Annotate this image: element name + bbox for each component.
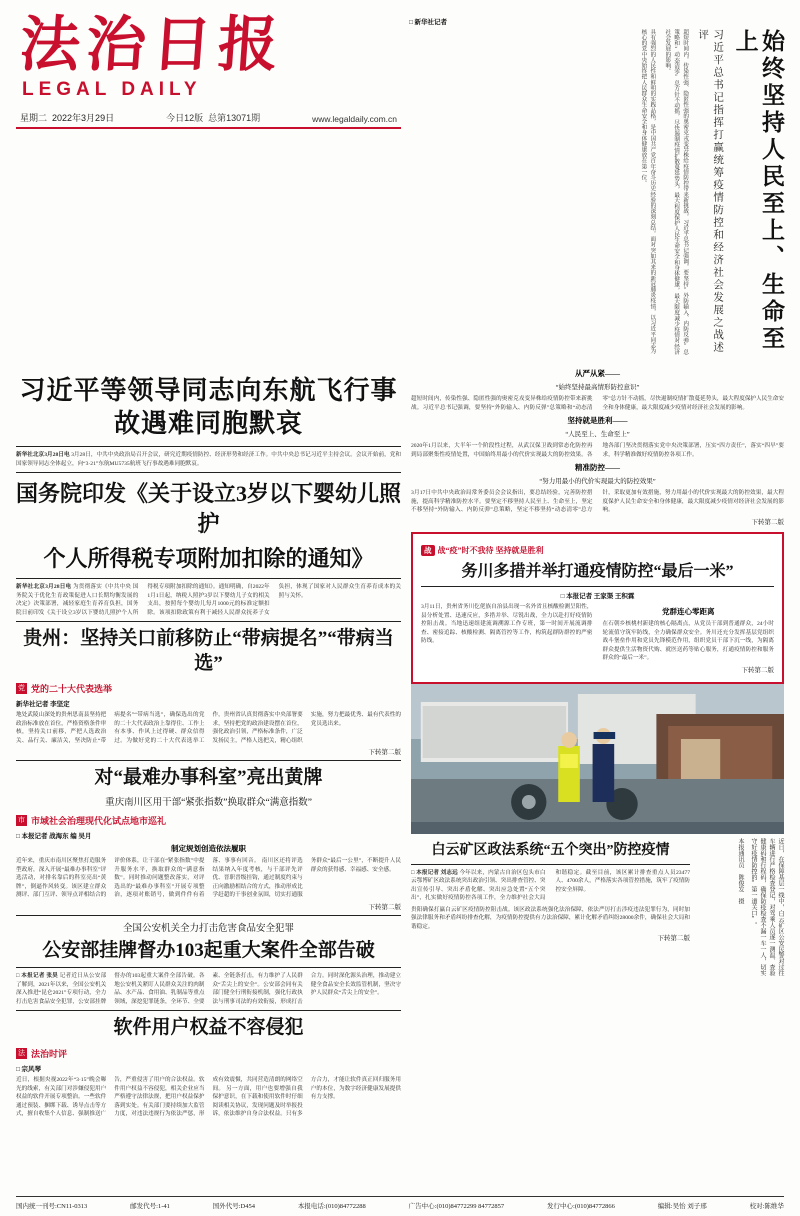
article3-headline[interactable]: 贵州：坚持关口前移防止“带病提名”“带病当选” bbox=[23, 628, 394, 674]
footer-ads-phone: 广告中心:(010)84772299 84772857 bbox=[408, 1203, 505, 1210]
divider bbox=[16, 1010, 401, 1011]
article5-byline: □ 本报记者 张昊 bbox=[16, 973, 59, 980]
masthead-weekday: 星期二 bbox=[20, 113, 48, 123]
lead-headline[interactable]: 习近平等领导同志向东航飞行事故遇难同胞默哀 bbox=[19, 376, 398, 438]
article2-body-text: 为贯彻落实《中共中央 国务院关于优化生育政策促进人口长期均衡发展的决定》决策部署，减轻家庭生育养育负担，国务院日前印发《关于设立3岁以下婴幼儿照护个人所得税专项附加扣除的通知》。通知明确，自2022年1月1日起，纳税人照护3岁以下婴幼儿子女的相关支出，按照每个婴幼儿每月1000元的标准定额扣除。该项扣除政策有利于减轻人民群众抚养子女负担，体现了国家对人民群众生育养育成本的关照与关怀。 bbox=[16, 584, 401, 616]
right-column bbox=[411, 365, 784, 1119]
photo-story-byline: □ 本报记者 刘志远 bbox=[411, 869, 458, 876]
lead-body-text: 3月28日，中共中央政治局召开会议，研究近期疫情防控、经济形势和经济工作。中共中央总书记习近平主持会议。会议开始前，党和国家领导同志全体起立，向“3·21”东航MU5735航班飞行事故遇难同胞默哀。 bbox=[16, 452, 401, 467]
commentary-sec3-title: 精准防控—— bbox=[575, 463, 620, 472]
masthead-date-value: 2022年3月29日 bbox=[52, 113, 115, 123]
article2-body bbox=[16, 583, 401, 617]
footer-proofreader: 校对:陈维华 bbox=[749, 1203, 784, 1210]
article3-body: 地处武陵山深处的贵州思南县坚持把政治标准放在首位，严格资格条件审核，坚持关口前移，严把人选政治关、品行关、廉洁关，坚决防止“带病提名”“带病当选”，确保选出的党的二十大代表政治上靠得住、工作上有本事、作风上过得硬、群众信得过。为做好党的二十大代表选举工作，贵州省认真贯彻落实中央部署要求，坚持把党的政治建设摆在首位，强化政治引领，严格标准条件，广泛发扬民主，严格人选把关，精心组织实施，努力把最优秀、最有代表性的党员选出来。 bbox=[16, 712, 401, 744]
divider bbox=[16, 915, 401, 916]
commentary-vertical-block bbox=[409, 29, 784, 359]
article6-flag-text: 法治时评 bbox=[31, 1049, 68, 1059]
boxed-body: 3月11日，贵州省务川仡佬族自治县出现一名外省且核酸检测呈阳性，县分析处置、迅速反应，多措并举、尽锐出战，全力以赴打好疫情防控阻击战。当地迅速组建流调溯源工作专班，第一时间开展流调排查、密接追踪、核酸检测、隔离管控等工作，构筑起群防群控的严密防线。 bbox=[421, 604, 593, 645]
commentary-kicker: □ 新华社记者 bbox=[409, 19, 448, 26]
article5-kicker: 全国公安机关全力打击危害食品安全犯罪 bbox=[122, 923, 294, 934]
article5-body bbox=[16, 972, 401, 1006]
article3-flag bbox=[16, 682, 401, 695]
article4-body-text-2: 南川区还将评选结果纳入年度考核，与干部评先评优、晋职晋级挂钩，通过制度约束与正向激励相结合的方式，推动形成比学赶超的干事创业氛围，切实打通服务群众“最后一公里”，不断提升人民群众的获得感、幸福感、安全感。 bbox=[212, 858, 401, 899]
divider bbox=[16, 578, 401, 579]
commentary-sec2-sub: “人民至上、生命至上” bbox=[565, 431, 630, 438]
article4-flag bbox=[16, 814, 401, 827]
paper-title-en: LEGAL DAILY bbox=[22, 79, 202, 100]
news-photo bbox=[411, 684, 784, 834]
article4-body bbox=[16, 857, 401, 900]
masthead-meta bbox=[16, 111, 401, 129]
footer-office-phone: 本报电话:(010)84772288 bbox=[297, 1203, 366, 1210]
flag-icon: 法 bbox=[18, 1049, 25, 1057]
commentary-sec3-sub: “努力用最小的代价实现最大的防控效果” bbox=[539, 478, 656, 485]
article5-body-text: 记者近日从公安部了解到，2021年以来，全国公安机关深入推进“昆仑2021”专项行动，全力打击危害食品安全犯罪，公安部挂牌督办的103起重大案件全部告破。各地公安机关紧盯人民群众关注的肉制品、水产品、食用油、乳制品等重点领域，深挖犯罪链条，全环节、全要素、全链条打击，有力维护了人民群众“舌尖上的安全”。公安部会同有关部门健全行刑衔接机制，强化行政执法与刑事司法的有效衔接，形成打击合力。同时深化源头治理，推动建立健全食品安全长效监管机制，坚决守护人民群众“舌尖上的安全”。 bbox=[16, 973, 401, 1005]
flag-icon: 党 bbox=[18, 684, 25, 693]
commentary-top bbox=[409, 14, 784, 359]
commentary-sec2-title: 坚持就是胜利—— bbox=[567, 416, 628, 425]
commentary-intro: 具有强烈的人民性和鲜明的实践品格，是中国共产党百年奋斗历史经验的深刻总结。面对突如其来的新冠肺炎疫情，以习近平同志为核心的党中央始终把人民群众生命安全和身体健康放在第一位。 bbox=[640, 29, 656, 354]
article6-body-text: 近日，根据央视2022年“3·15”晚会曝光的线索，有关部门对涉嫌侵犯用户权益的软件开展专项整治。一些软件通过预装、捆绑下载、诱导点击等方式，擅自收集个人信息、强制推送广告，严重侵害了用户的合法权益。软件用户权益不容侵犯，相关企业应当严格遵守法律法规，把用户权益保护落到实处。有关部门要持续加大监管力度，对违法违规行为依法严惩，形成有效震慑，共同营造清朗的网络空间。 bbox=[16, 1077, 303, 1117]
article2-headline-1[interactable]: 国务院印发《关于设立3岁以下婴幼儿照护 bbox=[16, 481, 402, 536]
article6-body-text-2: 另一方面，用户也要增强自我保护意识，在下载和使用软件时仔细阅读相关协议，发现问题及时举报投诉，依法维护自身合法权益。只有多方合力，才能让软件真正回归服务用户的本位，为数字经济健康发展提供有力支撑。 bbox=[212, 1077, 401, 1117]
article2-headline-2[interactable]: 个人所得税专项附加扣除的通知》 bbox=[43, 546, 374, 572]
page-footer bbox=[16, 1196, 784, 1210]
main-grid bbox=[16, 365, 784, 1119]
commentary-sec1-sub: “始终坚持最高情形防控意识” bbox=[555, 384, 640, 391]
boxed-byline: □ 本报记者 王家渠 王积霖 bbox=[560, 593, 635, 601]
article2-source: 新华社北京3月28日电 bbox=[16, 584, 72, 591]
divider bbox=[421, 586, 774, 587]
lead-body bbox=[16, 451, 401, 468]
article6-flag bbox=[16, 1047, 401, 1060]
photo-story-body-text: 今年以来，内蒙古自治区包头市白云鄂博矿区政法系统突出政治引领、突出排查管控、突出宣传引导、突出矛盾化解、突出应急处置“五个突出”，扎实做好疫情防控各项工作，全力维护社会大局和谐稳定。截至目前，该区累计排查重点人员23477人、4700余人，严格落实各项管控措施，筑牢了疫情防控安全屏障。 bbox=[411, 869, 690, 902]
masthead-website[interactable]: www.legaldaily.com.cn bbox=[312, 114, 397, 124]
article6-body bbox=[16, 1076, 401, 1119]
lead-source: 新华社北京3月28日电 bbox=[16, 452, 70, 458]
article5-headline[interactable]: 公安部挂牌督办103起重大案件全部告破 bbox=[42, 939, 375, 961]
masthead-date bbox=[20, 111, 114, 124]
divider bbox=[16, 760, 401, 761]
boxed-subhead: 党群连心零距离 bbox=[662, 607, 715, 617]
divider bbox=[16, 446, 401, 447]
photo-story-jump[interactable]: 下转第二版 bbox=[657, 935, 690, 943]
boxed-headline[interactable]: 务川多措并举打通疫情防控“最后一米” bbox=[461, 562, 734, 580]
boxed-jump[interactable]: 下转第二版 bbox=[741, 666, 774, 674]
commentary-subtitle: 习近平总书记指挥打赢统筹疫情防控和经济社会发展之战述评 bbox=[697, 29, 724, 354]
flag-icon: 市 bbox=[18, 816, 25, 825]
boxed-tag-text: 战“疫”时不我待 坚持就是胜利 bbox=[437, 545, 544, 555]
masthead-left bbox=[16, 14, 401, 359]
masthead-issue bbox=[166, 111, 260, 124]
masthead-issue-no: 总第13071期 bbox=[208, 113, 261, 123]
article4-headline[interactable]: 对“最难办事科室”亮出黄牌 bbox=[94, 767, 323, 789]
photo-story-body bbox=[411, 869, 690, 903]
commentary-sec3-text: 3月17日中共中央政治局常务委员会会议指出，要总结经验，完善防控措施，提高科学精准防控水平。要坚定不移坚持人民至上、生命至上，坚定不移坚持“外防输入、内防反弹”总策略，坚定不移坚持“动态清零”总方针，采取更加有效措施，努力用最小的代价实现最大的防控效果，最大程度保护人民生命安全和身体健康，最大限度减少疫情对经济社会发展的影响。 bbox=[411, 490, 784, 513]
article4-body-text: 近年来，重庆市南川区聚焦打造服务型政府，深入开展“最难办事科室”评选活动，对排名靠后的科室亮出“黄牌”，倒逼作风转变。该区建立群众测评、部门互评、领导点评相结合的评价体系，让干部在“紧张指数”中提升服务水平，换取群众的“满意指数”。同时推动问题整改落实，对评选出的“最难办事科室”开展专项整治，逐项对账销号，做到件件有着落、事事有回音。 bbox=[16, 858, 260, 899]
article6-byline: □ 宗风琴 bbox=[16, 1066, 42, 1073]
article4-flag-text: 市域社会治理现代化试点地市巡礼 bbox=[31, 816, 167, 827]
footer-editor: 编辑:吴怡 刘子邢 bbox=[657, 1203, 707, 1210]
photo-story-headline[interactable]: 白云矿区政法系统“五个突出”防控疫情 bbox=[431, 842, 670, 858]
footer-foreign-code: 国外代号:D454 bbox=[212, 1203, 255, 1210]
boxed-body-2: 在石朝乡核桃村新建的核心隔离点，从党员干部到普通群众，24小时轮流值守筑牢防线，全力确保群众安全。务川还充分发挥基层党组织战斗堡垒作用和党员先锋模范作用，组织党员干部下沉一线，为隔离群众提供生活物资代购、就医送药等贴心服务，打通疫情防控和服务群众的“最后一米”。 bbox=[602, 621, 774, 662]
article3-jump[interactable]: 下转第二版 bbox=[368, 749, 401, 757]
battle-icon: 战 bbox=[421, 545, 435, 556]
footer-circulation-phone: 发行中心:(010)84772866 bbox=[547, 1203, 615, 1210]
footer-postcode: 邮发代号:1-41 bbox=[130, 1203, 170, 1210]
commentary-sec1-title: 从严从紧—— bbox=[575, 369, 620, 378]
article3-byline: 新华社记者 李坚定 bbox=[16, 701, 70, 709]
masthead-pages: 今日12版 bbox=[166, 113, 204, 123]
commentary-sec1-text: 超短时间内，传染性强、隐匿性强的奥密克戎变异株给疫情防控带来新挑战。习近平总书记强调，要坚持“外防输入、内防反弹”总策略和“动态清零”总方针不动摇，尽快遏制疫情扩散蔓延势头，最大程度保护人民生命安全和身体健康，最大限度减少疫情对经济社会发展的影响。 bbox=[411, 396, 784, 411]
commentary-sec1-body: 超短时间内，传染性强、隐匿性强的奥密克戎变异株给疫情防控带来新挑战。习近平总书记强调，要坚持“外防输入、内防反弹”总策略和“动态清零”总方针不动摇，尽快遏制疫情扩散蔓延势头，最大程度保护人民生命安全和身体健康，最大限度减少疫情对经济社会发展的影响。 bbox=[664, 29, 689, 355]
divider bbox=[16, 967, 401, 968]
photo-caption-credit: 本报通讯员 陈俊发 摄 bbox=[737, 837, 743, 904]
photo-story-side-body: 贵阳确保打赢白云矿区疫情防控阻击战。该区政法系统强化法治保障，依法严厉打击涉疫违法犯罪行为，同时加强法律服务和矛盾纠纷排查化解，为疫情防控提供有力法治保障，累计化解矛盾纠纷28000余件，确保社会大局和谐稳定。 bbox=[411, 906, 690, 930]
left-column bbox=[16, 365, 401, 1119]
divider bbox=[16, 472, 401, 473]
divider bbox=[16, 621, 401, 622]
footer-issn: 国内统一刊号:CN11-0313 bbox=[16, 1203, 88, 1210]
article4-byline: □ 本报记者 战海东 编 吴月 bbox=[16, 833, 92, 841]
article4-subhead: 重庆南川区用干部“紧张指数”换取群众“满意指数” bbox=[105, 798, 312, 809]
divider bbox=[411, 864, 690, 865]
photo-illustration bbox=[411, 684, 784, 834]
commentary-title: 始终坚持人民至上、生命至上 bbox=[732, 29, 784, 353]
commentary-jump[interactable]: 下转第二版 bbox=[751, 518, 784, 526]
boxed-article bbox=[411, 532, 784, 684]
commentary-sec2-text: 2020年1月以来，大半年一个阶段性过程，从武汉保卫战到常态化防控再到局部聚集性疫情处置，中国始终用最小的代价实现最大的防控效果。各地各部门坚决贯彻落实党中央决策部署，压实“四方责任”，落实“四早”要求，科学精准做好疫情防控各项工作。 bbox=[411, 443, 784, 458]
masthead bbox=[16, 14, 784, 359]
article6-headline[interactable]: 软件用户权益不容侵犯 bbox=[113, 1017, 304, 1039]
photo-caption: 近日，在保障基层一线中，白云矿区公安民警对过往车辆进行严格检查登记，对驾乘人员逐一测温、查验健康码和行程码，确保防疫检查不漏一车一人，切实守好疫情防控的“第一道关口”。 bbox=[750, 837, 783, 976]
article4-jump[interactable]: 下转第二版 bbox=[368, 903, 401, 911]
article3-flag-text: 党的二十大代表选举 bbox=[31, 684, 113, 695]
paper-title-cn: 法治日报 bbox=[17, 12, 287, 78]
article4-subtitle: 制定规划创造依法履职 bbox=[171, 844, 246, 854]
boxed-tag bbox=[421, 545, 544, 556]
